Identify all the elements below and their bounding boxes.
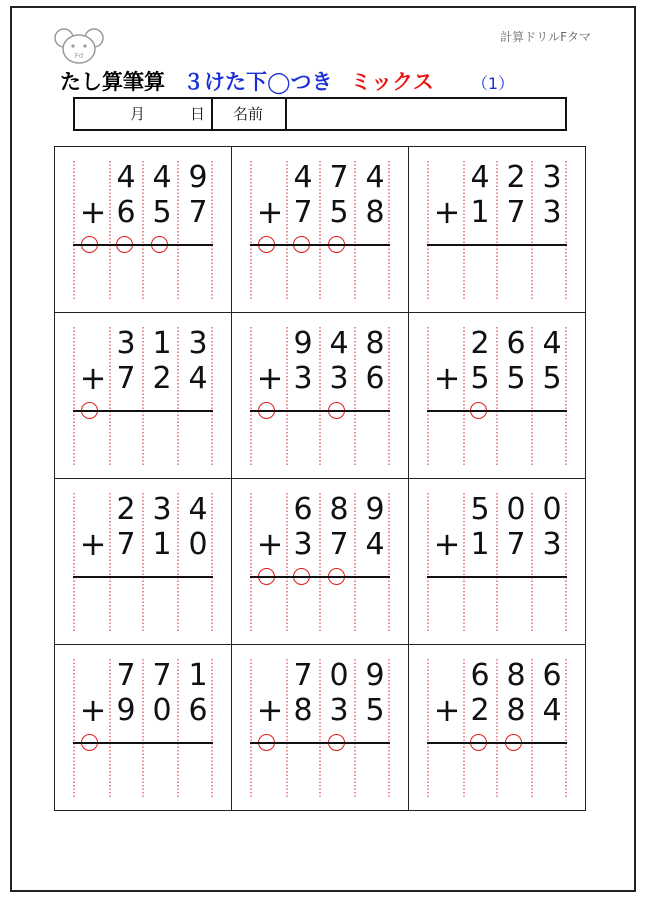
bottom-digit: 3 [542,195,562,230]
bottom-digit: 5 [365,693,385,728]
bottom-digit: 0 [188,527,208,562]
top-digit: 0 [329,658,349,693]
answer-area[interactable] [427,745,567,795]
page-title [60,66,514,96]
problem-cell [231,644,409,811]
answer-rule [250,244,390,246]
top-digit: 8 [506,658,526,693]
plus-sign: + [79,193,107,231]
answer-area[interactable] [73,745,213,795]
plus-sign: + [256,193,284,231]
problem-cell [54,312,232,479]
answer-area[interactable] [250,413,390,463]
bottom-digit: 9 [116,693,136,728]
bottom-digit: 5 [542,361,562,396]
top-digit: 1 [152,326,172,361]
top-digit: 0 [542,492,562,527]
bottom-digit: 3 [329,361,349,396]
answer-rule [73,244,213,246]
top-digit: 4 [329,326,349,361]
top-digit: 8 [365,326,385,361]
top-digit: 6 [506,326,526,361]
top-digit: 5 [470,492,490,527]
title-part-3: ミックス [350,70,434,94]
plus-sign: + [256,691,284,729]
bottom-digit: 4 [542,693,562,728]
problem-cell [408,312,586,479]
bottom-digit: 7 [116,361,136,396]
top-digit: 7 [293,658,313,693]
top-digit: 8 [329,492,349,527]
answer-rule [427,576,567,578]
title-part-2: ３けた下◯つき [183,70,333,94]
bottom-digit: 5 [506,361,526,396]
bottom-digit: 5 [152,195,172,230]
plus-sign: + [79,691,107,729]
problem-cell [231,146,409,313]
top-digit: 3 [188,326,208,361]
problem-cell [54,644,232,811]
top-digit: 4 [542,326,562,361]
bottom-digit: 3 [293,361,313,396]
answer-rule [73,742,213,744]
answer-rule [250,742,390,744]
top-digit: 3 [116,326,136,361]
answer-area[interactable] [250,579,390,629]
brand-label: 計算ドリルFタマ [500,30,591,44]
problem-cell [408,644,586,811]
bottom-digit: 1 [470,527,490,562]
bottom-digit: 7 [506,195,526,230]
answer-area[interactable] [73,579,213,629]
top-digit: 3 [152,492,172,527]
top-digit: 1 [188,658,208,693]
top-digit: 9 [188,160,208,195]
problem-cell [408,146,586,313]
bottom-digit: 8 [365,195,385,230]
bottom-digit: 7 [506,527,526,562]
plus-sign: + [433,359,461,397]
name-field[interactable] [287,99,565,129]
answer-rule [427,742,567,744]
top-digit: 7 [329,160,349,195]
month-label: 月 [130,105,146,123]
bottom-digit: 1 [470,195,490,230]
plus-sign: + [79,359,107,397]
bottom-digit: 6 [116,195,136,230]
bottom-digit: 7 [116,527,136,562]
mouse-logo-icon [53,27,105,65]
answer-rule [250,576,390,578]
top-digit: 3 [542,160,562,195]
bottom-digit: 7 [293,195,313,230]
bottom-digit: 6 [188,693,208,728]
bottom-digit: 7 [329,527,349,562]
top-digit: 4 [293,160,313,195]
problem-cell [231,478,409,645]
bottom-digit: 8 [293,693,313,728]
plus-sign: + [79,525,107,563]
answer-rule [73,576,213,578]
answer-area[interactable] [73,413,213,463]
plus-sign: + [433,691,461,729]
bottom-digit: 4 [365,527,385,562]
top-digit: 7 [116,658,136,693]
name-label: 名前 [211,99,287,129]
top-digit: 2 [470,326,490,361]
logo-text: Fd [74,52,84,60]
bottom-digit: 3 [542,527,562,562]
top-digit: 6 [542,658,562,693]
problem-cell [408,478,586,645]
top-digit: 9 [365,658,385,693]
plus-sign: + [433,193,461,231]
problem-cell [231,312,409,479]
answer-rule [73,410,213,412]
day-label: 日 [190,105,206,123]
top-digit: 2 [116,492,136,527]
bottom-digit: 2 [470,693,490,728]
bottom-digit: 5 [470,361,490,396]
problem-cell [54,478,232,645]
answer-area[interactable] [427,413,567,463]
answer-area[interactable] [250,745,390,795]
title-part-1: たし算筆算 [60,70,165,94]
top-digit: 9 [293,326,313,361]
bottom-digit: 1 [152,527,172,562]
bottom-digit: 3 [329,693,349,728]
top-digit: 9 [365,492,385,527]
answer-area[interactable] [427,579,567,629]
top-digit: 6 [470,658,490,693]
plus-sign: + [256,525,284,563]
top-digit: 2 [506,160,526,195]
problem-grid [54,146,587,812]
top-digit: 4 [470,160,490,195]
bottom-digit: 3 [293,527,313,562]
bottom-digit: 6 [365,361,385,396]
answer-area[interactable] [250,247,390,297]
top-digit: 6 [293,492,313,527]
bottom-digit: 4 [188,361,208,396]
plus-sign: + [433,525,461,563]
top-digit: 4 [116,160,136,195]
plus-sign: + [256,359,284,397]
top-digit: 4 [365,160,385,195]
bottom-digit: 8 [506,693,526,728]
top-digit: 0 [506,492,526,527]
answer-area[interactable] [73,247,213,297]
date-field[interactable] [75,99,213,129]
answer-rule [427,410,567,412]
bottom-digit: 0 [152,693,172,728]
answer-area[interactable] [427,247,567,297]
top-digit: 4 [188,492,208,527]
top-digit: 4 [152,160,172,195]
answer-rule [250,410,390,412]
top-digit: 7 [152,658,172,693]
answer-rule [427,244,567,246]
bottom-digit: 7 [188,195,208,230]
problem-cell [54,146,232,313]
bottom-digit: 5 [329,195,349,230]
name-date-box [73,97,567,131]
title-part-4: （1） [471,74,515,93]
bottom-digit: 2 [152,361,172,396]
